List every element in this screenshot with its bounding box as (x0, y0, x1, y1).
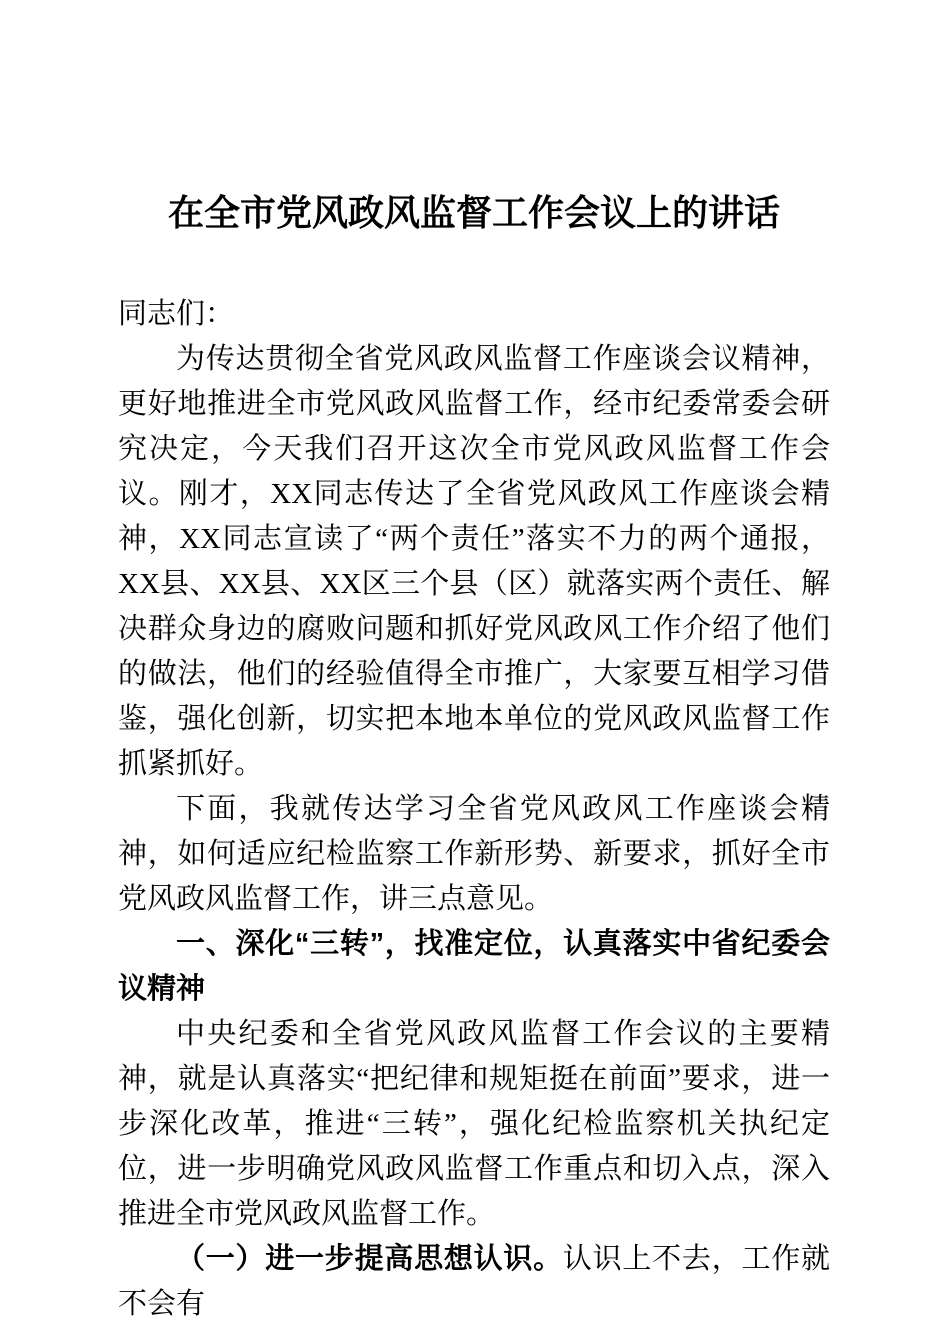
salutation: 同志们： (118, 298, 235, 330)
subsection-lead-text: （一）进一步提高思想认识。 (176, 1243, 563, 1275)
subsection-continuation-text: 认识上不去，工作就不会有 (118, 1243, 830, 1320)
paragraph-transition: 下面，我就传达学习全省党风政风工作座谈会精神，如何适应纪检监察工作新形势、新要求，抓好全市党风政风监督工作，讲三点意见。 (118, 793, 830, 915)
section-heading-one: 一、深化“三转”，找准定位，认真落实中省纪委会议精神 (118, 928, 830, 1005)
paragraph-section-body: 中央纪委和全省党风政风监督工作会议的主要精神，就是认真落实“把纪律和规矩挺在前面”要求，进一步深化改革，推进“三转”，强化纪检监察机关执纪定位，进一步明确党风政风监督工作重点和切入点，深入推进全市党风政风监督工作。 (118, 1018, 830, 1230)
paragraph-opening: 为传达贯彻全省党风政风监督工作座谈会议精神，更好地推进全市党风政风监督工作，经市纪委常委会研究决定，今天我们召开这次全市党风政风监督工作会议。刚才，XX同志传达了全省党风政风工作座谈会精神，XX同志宣读了“两个责任”落实不力的两个通报，XX县、XX县、XX区三个县（区）就落实两个责任、解决群众身边的腐败问题和抓好党风政风工作介绍了他们的做法，他们的经验值得全市推广，大家要互相学习借鉴，强化创新，切实把本地本单位的党风政风监督工作抓紧抓好。 (118, 343, 830, 780)
document-body (118, 292, 830, 1327)
document-title: 在全市党风政风监督工作会议上的讲话 (167, 193, 780, 233)
paragraph-subsection (118, 1237, 830, 1327)
